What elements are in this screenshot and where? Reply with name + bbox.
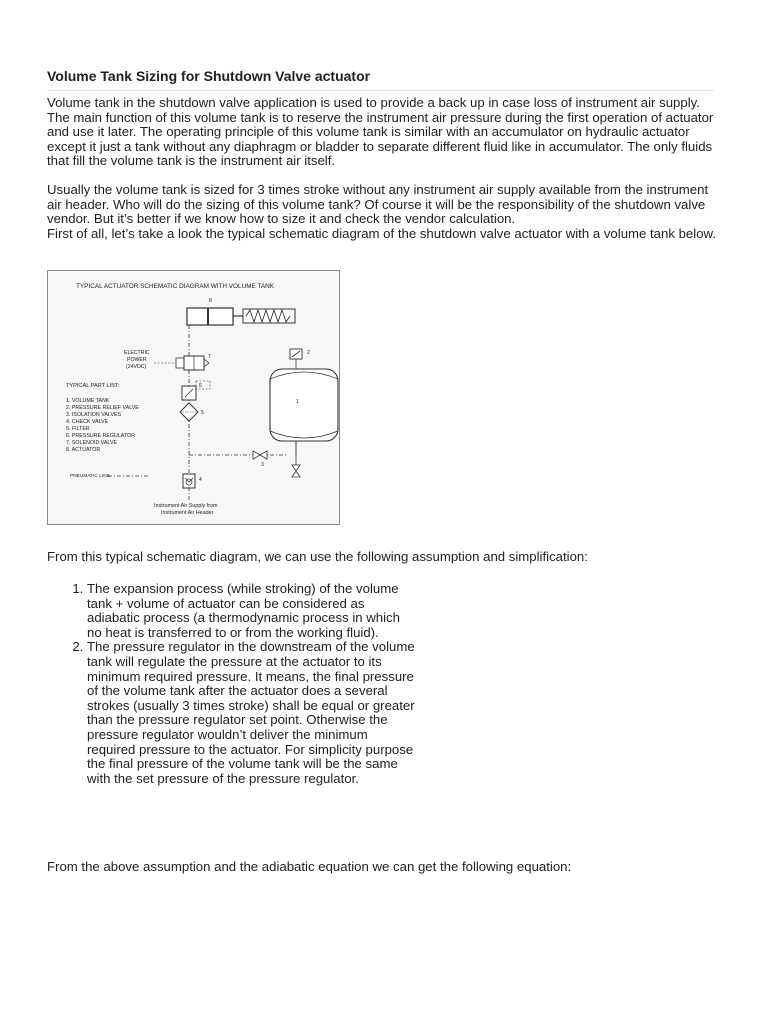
equation-intro: From the above assumption and the adiabatic equation we can get the following equation: [47,859,572,874]
part-7: 7. SOLENOID VALVE [66,440,118,446]
label-2: 2 [307,350,310,356]
sizing-text: Usually the volume tank is sized for 3 times stroke without any instrument air supply available from the instrument air header. Who will do the sizing of this volume tank? Of course it will be the responsibility of the shutdown valve vendor. But it’s better if we know how to size it and check the vendor calculation. [47,182,709,227]
part-5: 5. FILTER [66,426,90,432]
label-8: 8 [209,298,212,304]
electric-label-1: ELECTRIC [124,350,150,356]
electric-label-2: POWER [127,357,147,363]
solenoid-coil [176,358,184,368]
sizing-paragraph [47,183,717,241]
supply-label-1: Instrument Air Supply from [154,503,218,509]
intro-paragraph: Volume tank in the shutdown valve application is used to provide a back up in case loss of instrument air supply. The main function of this volume tank is to reserve the instrument air pressure during the first operation of actuator and use it later. The operating principle of this volume tank is similar with an accumulator on hydraulic actuator except it just a tank without any diaphragm or bladder to separate different fluid like in accumulator. The only fluids that fill the volume tank is the instrument air itself. [47,95,714,169]
assumption-intro: From this typical schematic diagram, we can use the following assumption and simplification: [47,549,588,564]
label-1: 1 [296,399,299,405]
label-5: 5 [201,410,204,416]
actuator-cylinder [187,308,233,325]
part-8: 8. ACTUATOR [66,447,101,453]
label-3: 3 [261,462,264,468]
part-1: 1. VOLUME TANK [66,398,110,404]
diagram-intro-text: First of all, let’s take a look the typical schematic diagram of the shutdown valve actuator with a volume tank below. [47,225,716,241]
label-4: 4 [199,477,202,483]
part-3: 3. ISOLATION VALVES [66,412,122,418]
schematic-svg [48,271,339,524]
assumption-list [47,582,417,786]
part-6: 6. PRESSURE REGULATOR [66,433,135,439]
part-2: 2. PRESSURE RELIEF VALVE [66,405,139,411]
diagram-title: TYPICAL ACTUATOR SCHEMATIC DIAGRAM WITH VOLUME TANK [76,283,275,290]
label-7: 7 [208,354,211,360]
supply-label-2: Instrument Air Header [161,510,214,516]
volume-tank [270,369,338,441]
pneumatic-line-legend: PNEUMATIC LINE [70,474,110,479]
list-item: 1. The expansion process (while stroking) of the volume tank + volume of actuator can be considered as adiabatic process (a thermodynamic process in which no heat is transferred to or from the working fluid). [87,582,417,640]
list-item: 2. The pressure regulator in the downstream of the volume tank will regulate the pressure at the actuator to its minimum required pressure. It means, the final pressure of the volume tank after the actuator does a several strokes (usually 3 times stroke) shall be equal or greater than the pressure regulator set point. Otherwise the pressure regulator wouldn’t deliver the minimum required pressure to the actuator. For simplicity purpose the final pressure of the volume tank will be the same with the set pressure of the pressure regulator. [87,640,417,786]
label-6: 6 [199,383,202,389]
electric-label-3: (24VDC) [126,364,147,370]
part-4: 4. CHECK VALVE [66,419,109,425]
check-valve [183,474,195,488]
page-title: Volume Tank Sizing for Shutdown Valve actuator [47,68,714,91]
parts-title: TYPICAL PART LIST: [66,383,120,389]
schematic-diagram [47,270,340,525]
